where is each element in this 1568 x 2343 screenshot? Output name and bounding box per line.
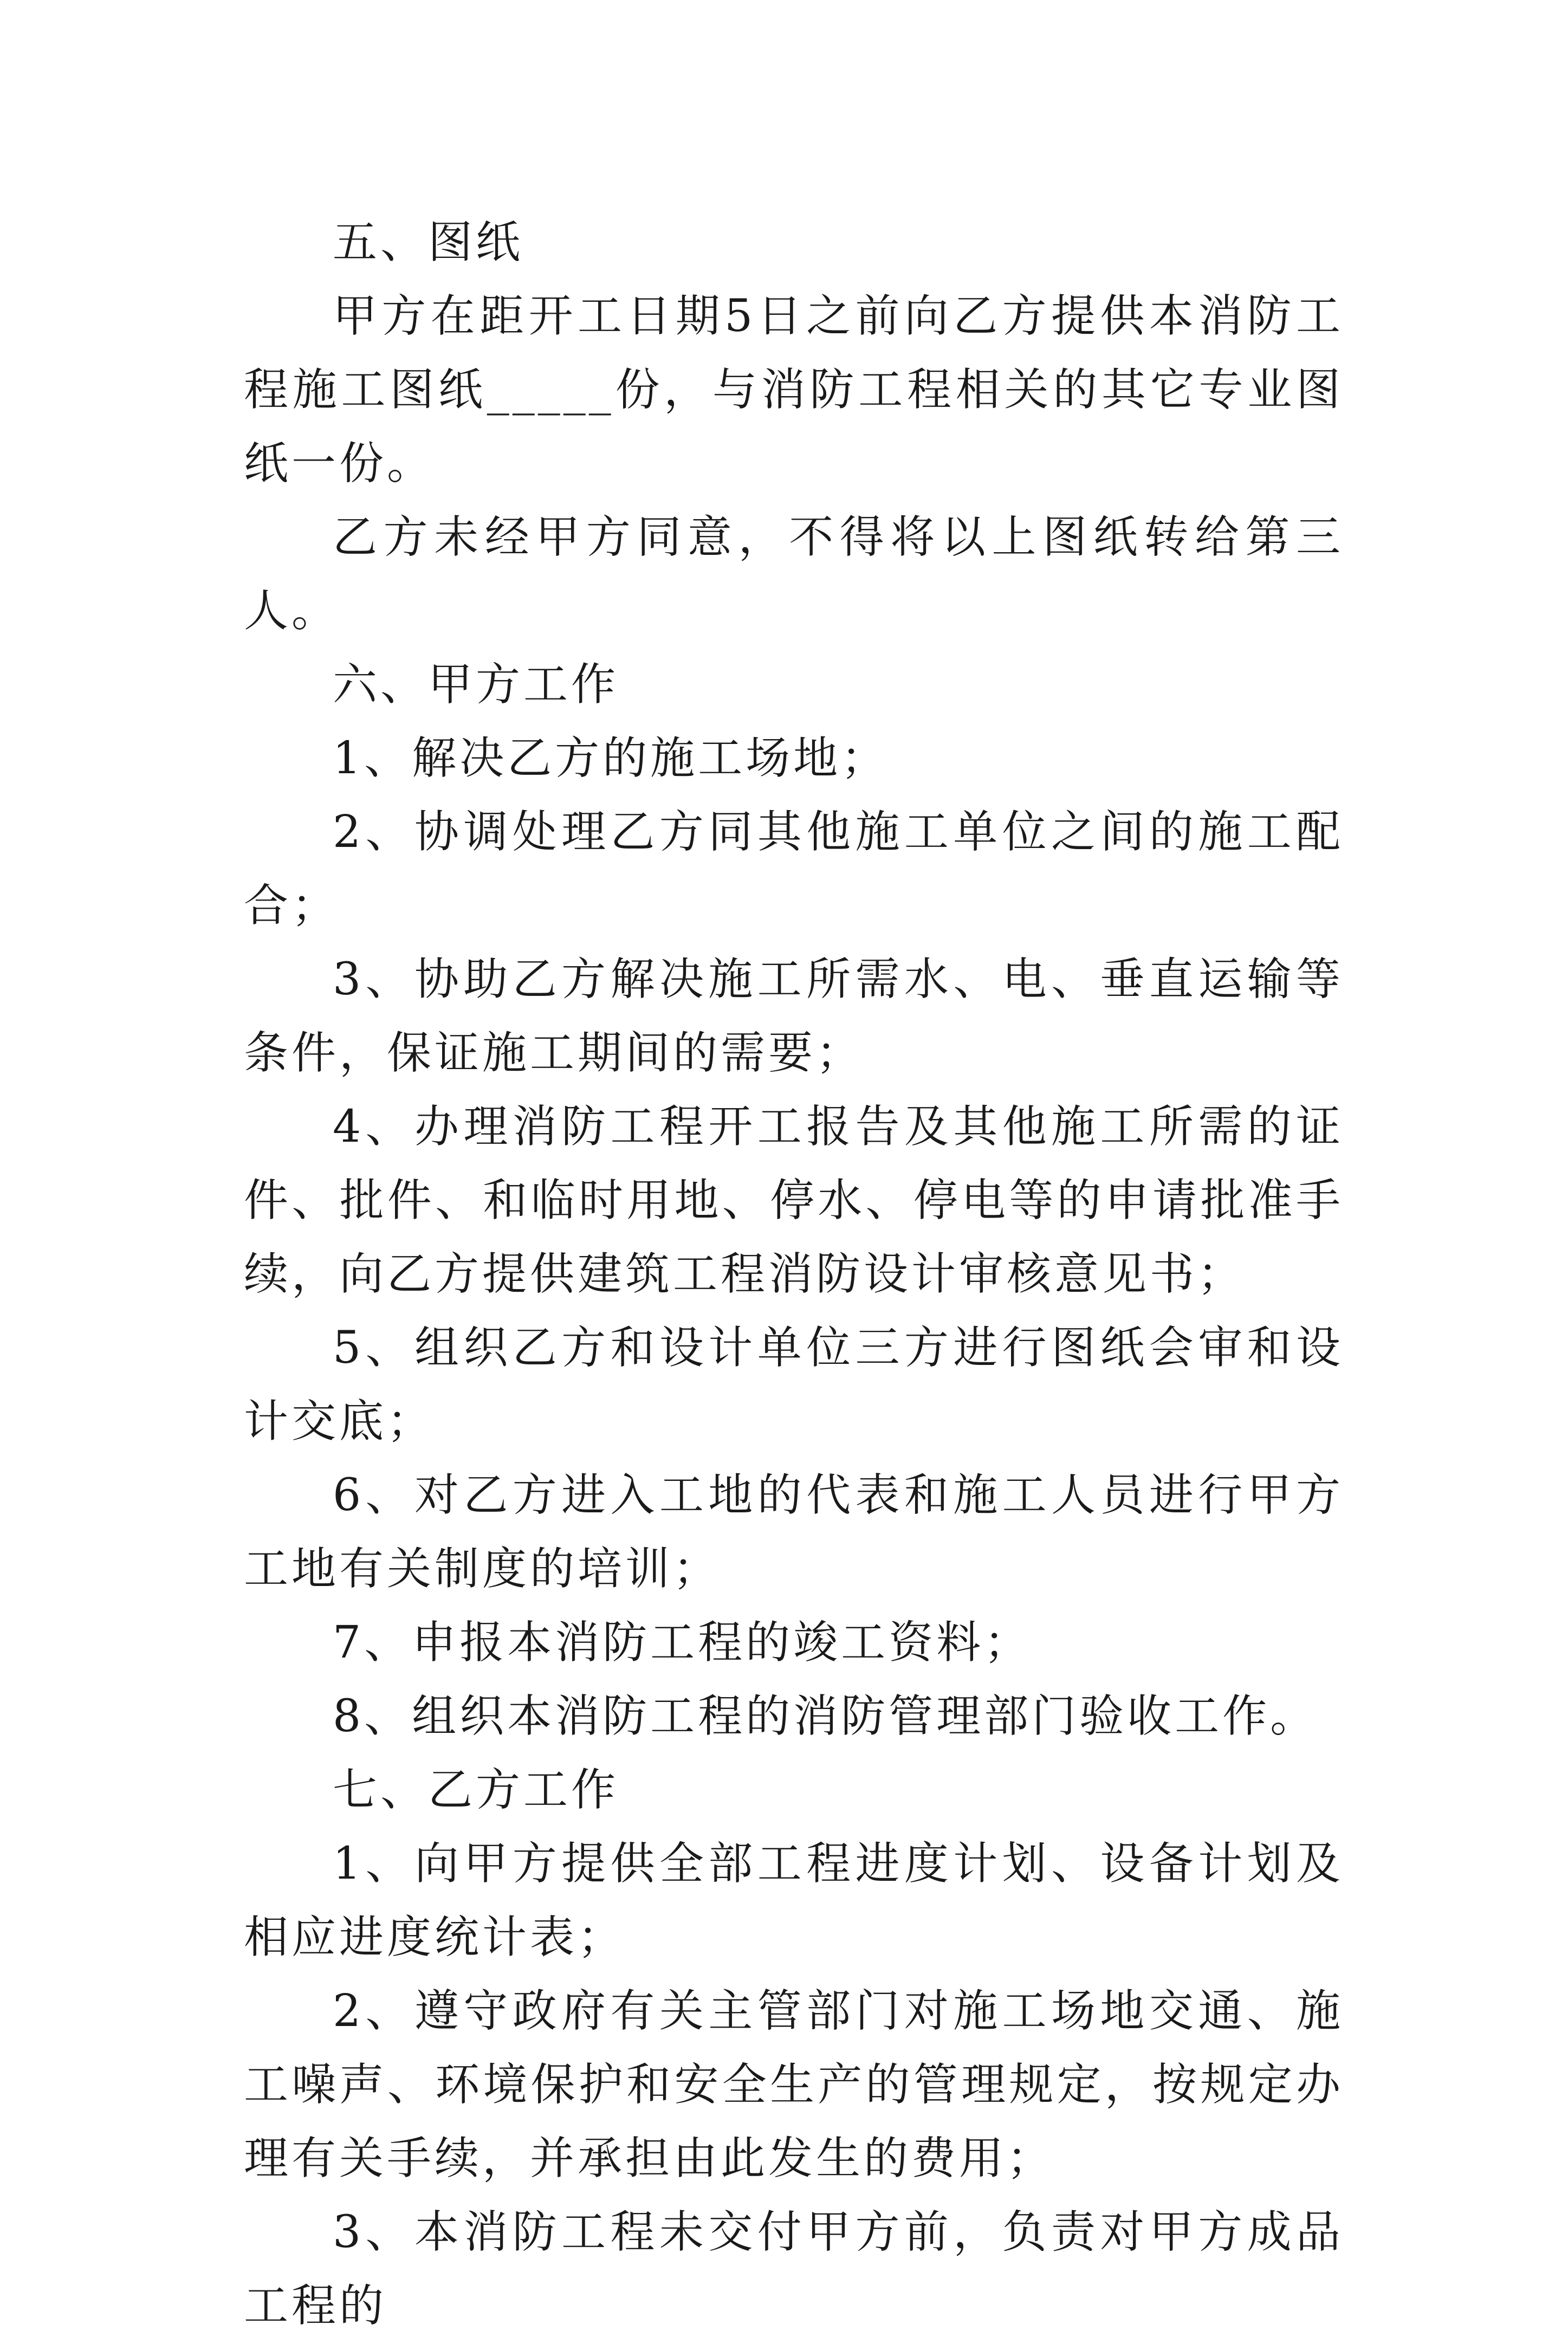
list-item-party-a-7: 7、申报本消防工程的竣工资料； xyxy=(333,1617,1032,1668)
paragraph-drawings-restriction: 乙方未经甲方同意，不得将以上图纸转给第三人。 xyxy=(244,512,1344,637)
section-heading-party-a-work: 六、甲方工作 xyxy=(333,659,619,710)
list-item-party-b-2: 2、遵守政府有关主管部门对施工场地交通、施工噪声、环境保护和安全生产的管理规定，按规定办理有关手续，并承担由此发生的费用； xyxy=(244,1985,1344,2184)
list-item-party-a-3: 3、协助乙方解决施工所需水、电、垂直运输等条件，保证施工期间的需要； xyxy=(244,954,1344,1079)
document-body xyxy=(244,206,1344,2343)
list-item-party-a-2: 2、协调处理乙方同其他施工单位之间的施工配合； xyxy=(244,806,1344,931)
list-item-party-a-5: 5、组织乙方和设计单位三方进行图纸会审和设计交底； xyxy=(244,1322,1344,1447)
list-item-party-b-3: 3、本消防工程未交付甲方前，负责对甲方成品工程的 xyxy=(244,2206,1344,2332)
list-item-party-a-6: 6、对乙方进入工地的代表和施工人员进行甲方工地有关制度的培训； xyxy=(244,1470,1344,1595)
list-item-party-a-8: 8、组织本消防工程的消防管理部门验收工作。 xyxy=(333,1691,1318,1742)
section-heading-party-b-work: 七、乙方工作 xyxy=(333,1764,619,1816)
section-heading-drawings: 五、图纸 xyxy=(333,217,524,268)
paragraph-drawings-provision: 甲方在距开工日期5日之前向乙方提供本消防工程施工图纸_____份，与消防工程相关的其它专业图纸一份。 xyxy=(244,290,1344,489)
list-item-party-b-1: 1、向甲方提供全部工程进度计划、设备计划及相应进度统计表； xyxy=(244,1838,1344,1963)
list-item-party-a-4: 4、办理消防工程开工报告及其他施工所需的证件、批件、和临时用地、停水、停电等的申请批准手续，向乙方提供建筑工程消防设计审核意见书； xyxy=(244,1101,1344,1300)
list-item-party-a-1: 1、解决乙方的施工场地； xyxy=(333,733,889,784)
